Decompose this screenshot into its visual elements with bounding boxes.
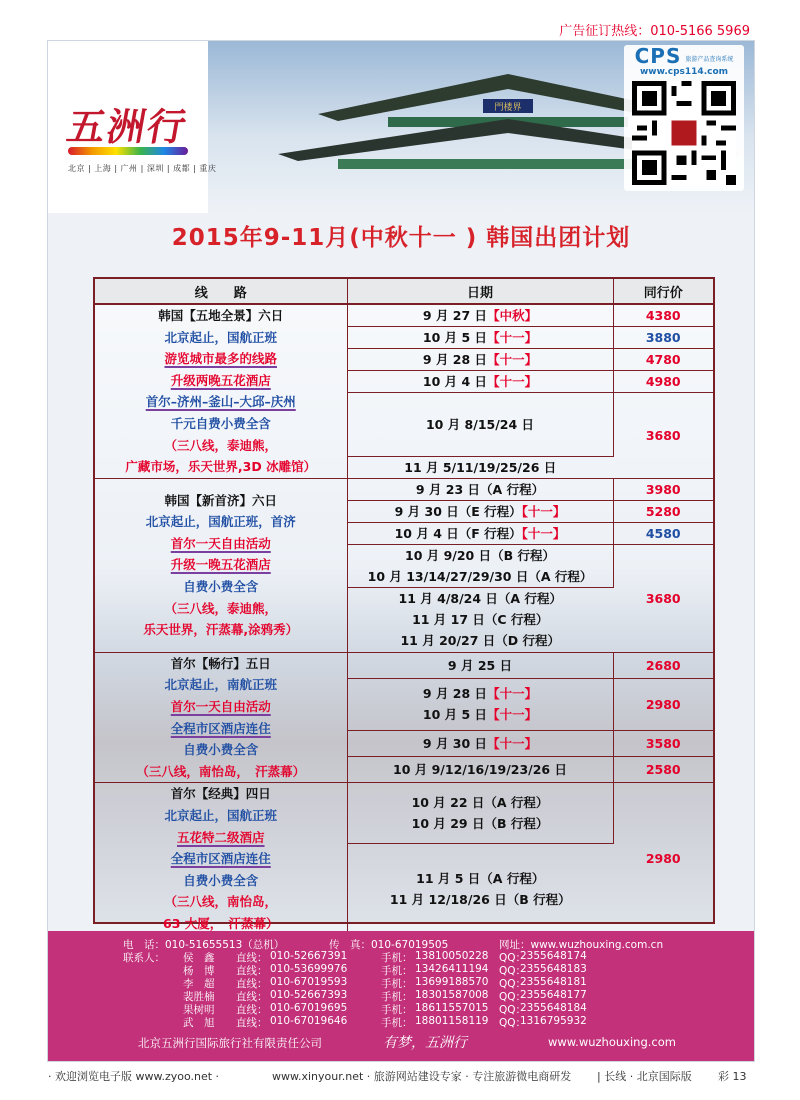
- footer-left: · 欢迎浏览电子版 www.zyoo.net ·: [48, 1070, 220, 1083]
- date-text: 11 月 5/11/19/25/26 日: [404, 459, 557, 475]
- mobile-label: 手机：: [381, 965, 413, 977]
- web-url[interactable]: www.wuzhouxing.com.cn: [530, 939, 664, 951]
- header-date: 日期: [347, 279, 613, 304]
- date-text: 10 月 5 日: [422, 330, 488, 345]
- route-line: 首尔一天自由活动: [170, 535, 271, 551]
- price-cell: 3980: [613, 478, 713, 500]
- logo-text: 五洲行: [63, 104, 192, 149]
- date-text: 11 月 17 日（C 行程）: [412, 612, 549, 628]
- price-cell: 2580: [613, 756, 713, 782]
- date-cell: [347, 544, 613, 587]
- contact-name: 裴胜楠: [183, 991, 215, 1003]
- date-cell: [347, 522, 613, 544]
- holiday-tag: 【十一】: [487, 707, 538, 723]
- route-line: （三八线，泰迪熊，: [164, 437, 277, 453]
- route-line: 广藏市场，乐天世界,3D 冰雕馆）: [125, 459, 317, 475]
- route-line: 五花特二级酒店: [176, 829, 265, 845]
- date-cell: [347, 478, 613, 500]
- footer-middle: www.xinyour.net · 旅游网站建设专家 · 专注旅游微电商研发: [272, 1070, 572, 1083]
- contact-qq: 1316795932: [520, 1015, 587, 1027]
- route-line: 全程市区酒店连住: [170, 851, 271, 867]
- logo-cities: 北京 | 上海 | 广州 | 深圳 | 成都 | 重庆: [68, 164, 217, 173]
- table-row: [95, 783, 713, 844]
- date-cell: [347, 587, 613, 652]
- date-text: 10 月 4 日（F 行程）: [394, 525, 522, 541]
- contact-name: 侯 鑫: [183, 952, 215, 964]
- route-line: 千元自费小费全含: [170, 415, 271, 431]
- date-line: [348, 630, 614, 651]
- price-cell: 3680: [613, 393, 713, 479]
- company-slogan: 有梦，五洲行: [383, 1035, 467, 1051]
- date-cell: [347, 393, 613, 457]
- date-line: [348, 327, 613, 348]
- footer-page-number: 彩 13: [718, 1070, 747, 1083]
- route-cell: [95, 478, 347, 652]
- direct-label: 直线：: [236, 965, 268, 977]
- contact-mobile: 13426411194: [415, 963, 489, 975]
- fax-label: 传 真：: [329, 939, 371, 951]
- mobile-label: 手机：: [381, 991, 413, 1003]
- cps-url: www.cps114.com: [639, 67, 729, 77]
- route-line: （三八线，泰迪熊，: [164, 600, 277, 616]
- table-row: [95, 478, 713, 500]
- date-line: [348, 305, 613, 326]
- contact-qq: 2355648174: [520, 950, 587, 962]
- route-line: 升级一晚五花酒店: [170, 557, 271, 573]
- web-label: 网址：: [499, 939, 531, 951]
- date-line: [348, 545, 613, 566]
- page-footer: [0, 1068, 800, 1088]
- company-site[interactable]: www.wuzhouxing.com: [548, 1035, 676, 1049]
- price-cell: 4780: [613, 349, 713, 371]
- contact-name: 果树明: [183, 1004, 215, 1016]
- holiday-tag: 【十一】: [487, 330, 538, 345]
- date-text: 10 月 4 日: [422, 374, 488, 389]
- date-line: [348, 349, 613, 370]
- date-line: [348, 759, 613, 780]
- qq-label: QQ：: [499, 1004, 527, 1016]
- footer-edition: | 长线 · 北京国际版: [597, 1070, 692, 1083]
- direct-label: 直线：: [236, 1017, 268, 1029]
- price-cell: 3580: [613, 730, 713, 756]
- contact-name: 杨 博: [183, 965, 215, 977]
- route-line: （三八线，南怡岛， 汗蒸幕）: [136, 763, 306, 779]
- route-line: 全程市区酒店连住: [170, 720, 271, 736]
- qq-label: QQ：: [499, 991, 527, 1003]
- contact-mobile: 18801158119: [415, 1015, 489, 1027]
- qq-label: QQ：: [499, 1017, 527, 1029]
- date-text: 11 月 4/8/24 日（A 行程）: [398, 591, 562, 607]
- route-line: 首尔–济州–釜山–大邱–庆州: [145, 394, 296, 410]
- route-cell: [95, 783, 347, 935]
- fax-number: 010-67019505: [371, 939, 449, 951]
- date-line: [348, 588, 614, 609]
- mobile-label: 手机：: [381, 1004, 413, 1016]
- date-text: 11 月 12/18/26 日（B 行程）: [389, 892, 571, 908]
- date-line: [348, 813, 613, 834]
- holiday-tag: 【十一】: [487, 374, 538, 389]
- date-text: 9 月 28 日: [422, 686, 488, 702]
- date-cell: [347, 652, 613, 678]
- svg-text:門楼界: 門楼界: [494, 103, 522, 113]
- route-line: 游览城市最多的线路: [164, 351, 277, 367]
- price-cell: 4380: [613, 304, 713, 327]
- date-text: 10 月 9/12/16/19/23/26 日: [393, 762, 567, 778]
- direct-label: 直线：: [236, 952, 268, 964]
- date-line: [348, 371, 613, 392]
- direct-label: 直线：: [236, 991, 268, 1003]
- cps-logo: CPS: [634, 44, 682, 68]
- price-cell: 2980: [613, 783, 713, 935]
- price-cell: 4980: [613, 371, 713, 393]
- date-text: 10 月 29 日（B 行程）: [411, 816, 549, 832]
- date-line: [348, 414, 613, 435]
- route-line: 首尔一天自由活动: [170, 698, 271, 714]
- date-cell: [347, 304, 613, 327]
- date-text: 9 月 27 日: [422, 308, 488, 323]
- date-text: 9 月 30 日: [422, 735, 488, 751]
- date-line: [348, 655, 613, 676]
- cps-subtitle: 旅游产品查询系统: [685, 56, 734, 63]
- cps-badge: [624, 45, 744, 191]
- contact-mobile: 13810050228: [415, 950, 489, 962]
- price-cell: 2980: [613, 679, 713, 731]
- holiday-tag: 【十一】: [487, 686, 538, 702]
- header-route: 线 路: [95, 279, 347, 304]
- date-line: [348, 457, 614, 478]
- contact-qq: 2355648184: [520, 1002, 587, 1014]
- table-header-row: [95, 279, 713, 304]
- date-cell: [347, 349, 613, 371]
- header-price: 同行价: [613, 279, 713, 304]
- qq-label: QQ：: [499, 978, 527, 990]
- qq-label: QQ：: [499, 965, 527, 977]
- date-line: [348, 889, 614, 910]
- route-line: 乐天世界，汗蒸幕,涂鸦秀）: [143, 622, 299, 638]
- price-cell: 5280: [613, 500, 713, 522]
- date-cell: [347, 327, 613, 349]
- route-line: 自费小费全含: [183, 579, 259, 595]
- tour-schedule-table: [95, 279, 713, 935]
- date-cell: [347, 844, 613, 935]
- contact-qq: 2355648183: [520, 963, 587, 975]
- ad-hotline: 广告征订热线：010-5166 5969: [559, 24, 750, 39]
- route-line: 自费小费全含: [183, 742, 259, 758]
- holiday-tag: 【中秋】: [487, 308, 538, 323]
- price-cell: 2680: [613, 652, 713, 678]
- contact-name: 李 超: [183, 978, 215, 990]
- phone-number: 010-51655513（总机）: [165, 939, 285, 951]
- holiday-tag: 【十一】: [521, 503, 566, 519]
- contact-qq: 2355648181: [520, 976, 587, 988]
- route-line: 首尔【畅行】五日: [170, 655, 271, 671]
- price-cell: 3880: [613, 327, 713, 349]
- date-line: [348, 609, 614, 630]
- date-line: [348, 868, 614, 889]
- route-line: 63 大厦， 汗蒸幕）: [163, 915, 279, 931]
- holiday-tag: 【十一】: [521, 525, 566, 541]
- contact-direct: 010-67019695: [270, 1002, 348, 1014]
- date-line: [348, 733, 613, 754]
- date-line: [348, 683, 613, 704]
- date-line: [348, 523, 613, 544]
- route-line: 自费小费全含: [183, 872, 259, 888]
- date-cell: [347, 500, 613, 522]
- mobile-label: 手机：: [381, 952, 413, 964]
- date-line: [348, 566, 613, 587]
- contact-direct: 010-52667391: [270, 950, 348, 962]
- header-banner: [48, 41, 754, 213]
- qr-code-icon[interactable]: [632, 81, 736, 185]
- route-line: （三八线，南怡岛，: [164, 894, 277, 910]
- date-text: 10 月 5 日: [422, 707, 488, 723]
- holiday-tag: 【十一】: [487, 735, 538, 751]
- contact-mobile: 13699188570: [415, 976, 489, 988]
- date-cell: [347, 783, 613, 844]
- price-cell: 3680: [613, 544, 713, 652]
- date-text: 11 月 20/27 日（D 行程）: [400, 633, 561, 649]
- route-line: 韩国【新首济】六日: [164, 492, 277, 508]
- date-text: 9 月 30 日（E 行程）: [394, 503, 522, 519]
- date-text: 9 月 28 日: [422, 352, 488, 367]
- date-cell: [347, 371, 613, 393]
- contact-direct: 010-52667393: [270, 989, 348, 1001]
- price-cell: 4580: [613, 522, 713, 544]
- direct-label: 直线：: [236, 978, 268, 990]
- route-line: 升级两晚五花酒店: [170, 372, 271, 388]
- route-line: 首尔【经典】四日: [170, 786, 271, 802]
- page-title: 2015年9-11月(中秋十一 ) 韩国出团计划: [171, 225, 631, 251]
- date-text: 10 月 9/20 日（B 行程）: [405, 547, 555, 563]
- phone-label: 电 话：: [123, 939, 165, 951]
- contact-name: 武 旭: [183, 1017, 215, 1029]
- date-cell: [347, 679, 613, 731]
- contact-direct: 010-53699976: [270, 963, 348, 975]
- poster-frame: [47, 40, 755, 1062]
- wuzhouxing-logo: [63, 96, 218, 174]
- contact-mobile: 18301587008: [415, 989, 489, 1001]
- contact-direct: 010-67019593: [270, 976, 348, 988]
- route-line: 北京起止，国航正班: [164, 329, 277, 345]
- mobile-label: 手机：: [381, 1017, 413, 1029]
- date-line: [348, 704, 613, 725]
- qq-label: QQ：: [499, 952, 527, 964]
- contact-direct: 010-67019646: [270, 1015, 348, 1027]
- table-body: [95, 304, 713, 935]
- holiday-tag: 【十一】: [487, 352, 538, 367]
- people-label: 联系人：: [123, 952, 165, 964]
- date-cell: [347, 756, 613, 782]
- date-text: 11 月 5 日（A 行程）: [416, 871, 545, 887]
- mobile-label: 手机：: [381, 978, 413, 990]
- date-text: 10 月 13/14/27/29/30 日（A 行程）: [367, 568, 593, 584]
- table-row: [95, 652, 713, 678]
- date-cell: [347, 730, 613, 756]
- route-cell: [95, 652, 347, 783]
- tour-schedule-table-wrapper: [93, 277, 715, 931]
- date-line: [348, 479, 613, 500]
- date-cell: [347, 456, 613, 478]
- route-cell: [95, 304, 347, 478]
- date-line: [348, 792, 613, 813]
- date-text: 9 月 25 日: [447, 657, 513, 673]
- contact-panel: [48, 931, 754, 1061]
- date-text: 10 月 8/15/24 日: [425, 416, 535, 432]
- date-text: 10 月 22 日（A 行程）: [411, 795, 549, 811]
- direct-label: 直线：: [236, 1004, 268, 1016]
- contact-mobile: 18611557015: [415, 1002, 489, 1014]
- route-line: 北京起止，南航正班: [164, 677, 277, 693]
- date-text: 9 月 23 日（A 行程）: [415, 481, 545, 497]
- route-line: 韩国【五地全景】六日: [158, 308, 284, 323]
- contact-qq: 2355648177: [520, 989, 587, 1001]
- route-line: 北京起止，国航正班: [164, 807, 277, 823]
- table-row: [95, 304, 713, 327]
- company-name: 北京五洲行国际旅行社有限责任公司: [138, 1036, 322, 1050]
- date-line: [348, 501, 613, 522]
- route-line: 北京起止，国航正班，首济: [145, 514, 296, 530]
